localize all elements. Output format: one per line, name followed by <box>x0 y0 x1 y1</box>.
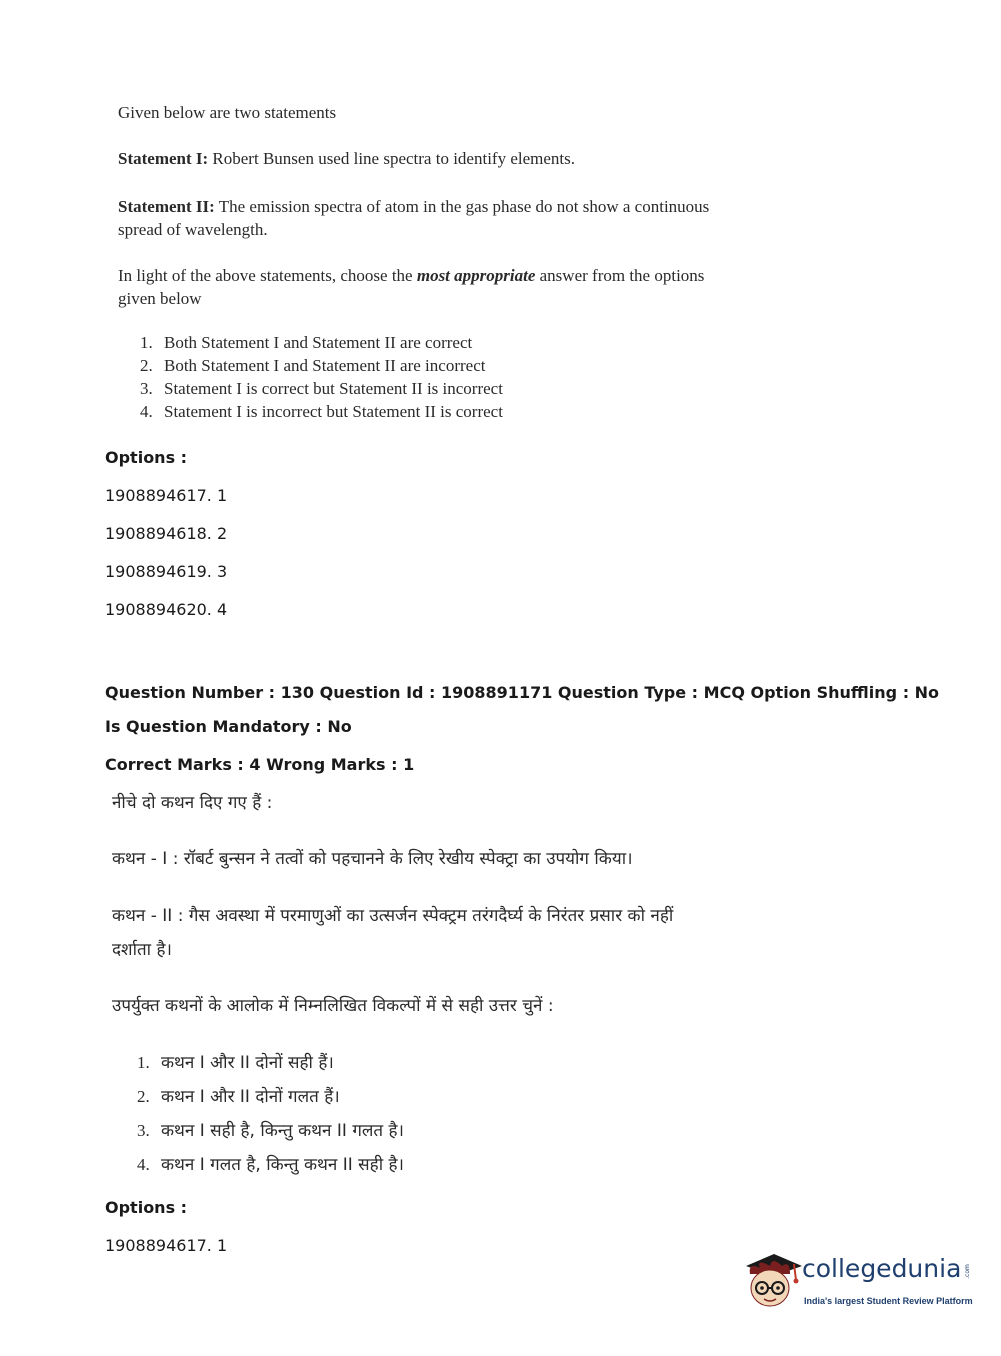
choice-text: Both Statement I and Statement II are incorrect <box>164 356 486 375</box>
logo-domain: .com <box>963 1264 971 1279</box>
question-meta-line: Question Number : 130 Question Id : 1908891171 Question Type : MCQ Option Shuffling : No <box>105 683 940 702</box>
instruction <box>118 264 708 310</box>
statement-1 <box>118 149 575 169</box>
statement-2-label: Statement II: <box>118 197 215 216</box>
choice-text: Both Statement I and Statement II are correct <box>164 333 473 352</box>
logo-tagline: India's largest Student Review Platform <box>804 1296 973 1306</box>
hindi-choice-item <box>137 1080 404 1114</box>
hindi-intro: नीचे दो कथन दिए गए हैं : <box>112 793 273 813</box>
option-id: 1908894617. 1 <box>105 1236 228 1255</box>
collegedunia-logo[interactable] <box>742 1248 972 1318</box>
choice-number: 3. <box>140 379 153 398</box>
question-mandatory: Is Question Mandatory : No <box>105 717 352 736</box>
instruction-post: answer from the options given below <box>118 266 705 308</box>
instruction-emphasis: most appropriate <box>416 266 536 285</box>
choice-item <box>140 331 503 354</box>
question-intro: Given below are two statements <box>118 103 337 122</box>
choice-item <box>140 377 503 400</box>
choice-text: कथन I सही है, किन्तु कथन II गलत है। <box>161 1121 404 1141</box>
choice-number: 2. <box>140 356 153 375</box>
choice-number: 3. <box>137 1121 150 1140</box>
hindi-instruction: उपर्युक्त कथनों के आलोक में निम्नलिखित विकल्पों में से सही उत्तर चुनें : <box>112 996 554 1016</box>
options-heading: Options : <box>105 448 188 467</box>
statement-1-text: Robert Bunsen used line spectra to identify elements. <box>208 149 575 168</box>
english-choice-list <box>140 331 503 423</box>
hindi-choice-list <box>137 1046 404 1182</box>
choice-number: 1. <box>140 333 153 352</box>
choice-item <box>140 354 503 377</box>
option-id: 1908894620. 4 <box>105 600 228 619</box>
statement-1-label: Statement I: <box>118 149 209 168</box>
options-heading: Options : <box>105 1198 188 1217</box>
statement-2 <box>118 195 738 241</box>
choice-text: कथन I और II दोनों सही हैं। <box>161 1053 334 1073</box>
hindi-choice-item <box>137 1148 404 1182</box>
statement-2-text: The emission spectra of atom in the gas phase do not show a continuous spread of wavelength. <box>118 197 710 239</box>
hindi-statement-2: कथन - II : गैस अवस्था में परमाणुओं का उत्सर्जन स्पेक्ट्रम तरंगदैर्घ्य के निरंतर प्रसार को नहीं <box>112 906 674 926</box>
choice-number: 1. <box>137 1053 150 1072</box>
choice-text: Statement I is incorrect but Statement II is correct <box>164 402 503 421</box>
option-id: 1908894617. 1 <box>105 486 228 505</box>
mascot-icon <box>742 1248 804 1314</box>
hindi-choice-item <box>137 1046 404 1080</box>
choice-text: कथन I और II दोनों गलत हैं। <box>161 1087 340 1107</box>
choice-number: 4. <box>140 402 153 421</box>
choice-text: कथन I गलत है, किन्तु कथन II सही है। <box>161 1155 404 1175</box>
choice-number: 4. <box>137 1155 150 1174</box>
hindi-choice-item <box>137 1114 404 1148</box>
choice-text: Statement I is correct but Statement II is incorrect <box>164 379 503 398</box>
option-id: 1908894618. 2 <box>105 524 228 543</box>
logo-wordmark: collegedunia <box>802 1254 962 1283</box>
option-id: 1908894619. 3 <box>105 562 228 581</box>
hindi-statement-2-cont: दर्शाता है। <box>112 940 172 960</box>
hindi-statement-1: कथन - I : रॉबर्ट बुन्सन ने तत्वों को पहचानने के लिए रेखीय स्पेक्ट्रा का उपयोग किया। <box>112 849 633 869</box>
question-marks: Correct Marks : 4 Wrong Marks : 1 <box>105 755 415 774</box>
instruction-pre: In light of the above statements, choose the <box>118 266 417 285</box>
choice-item <box>140 400 503 423</box>
choice-number: 2. <box>137 1087 150 1106</box>
